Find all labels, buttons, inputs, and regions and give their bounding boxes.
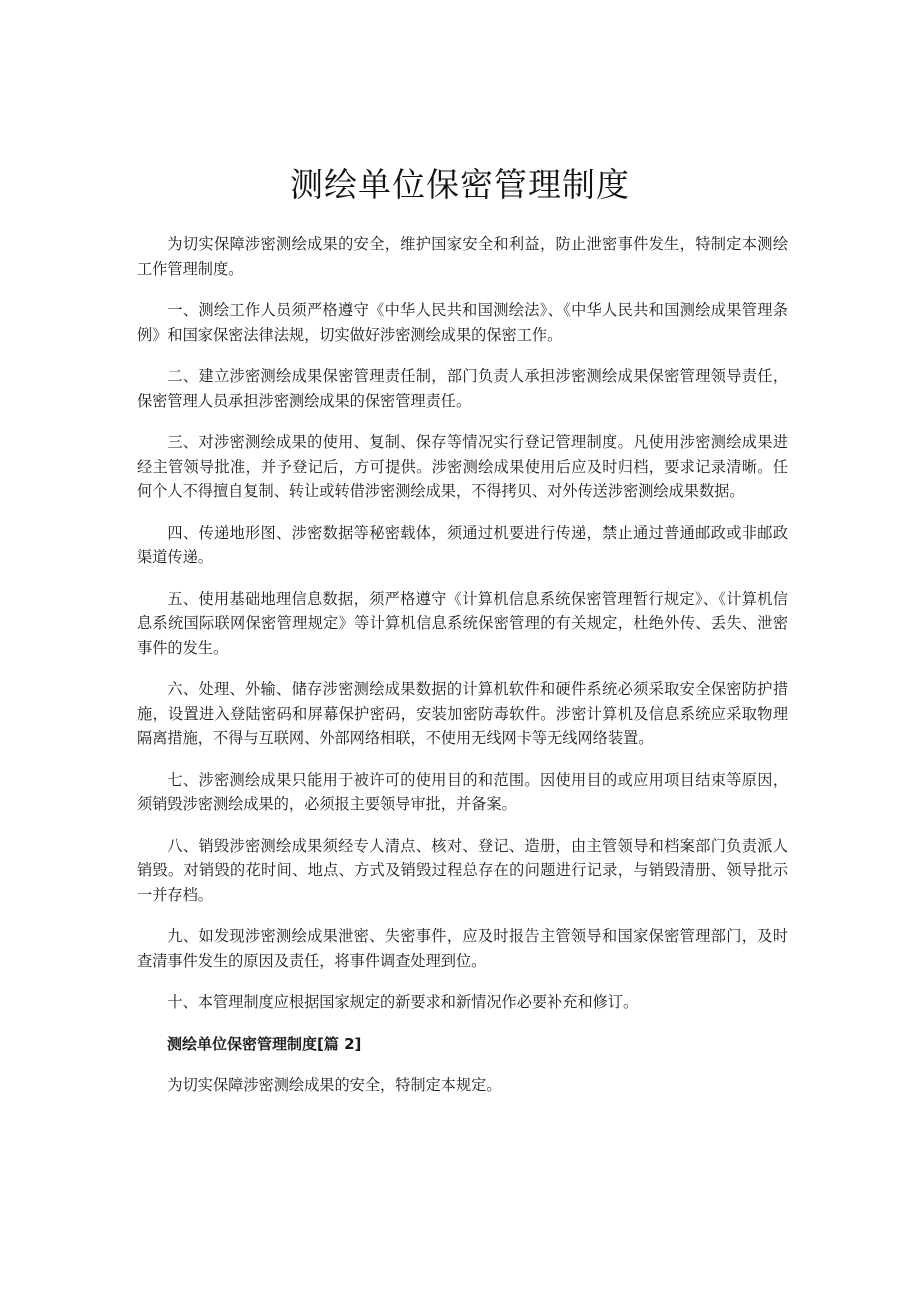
section-2-heading: 测绘单位保密管理制度[篇 2] xyxy=(167,1034,362,1053)
clause-2-paragraph: 二、建立涉密测绘成果保密管理责任制，部门负责人承担涉密测绘成果保密管理领导责任，保密管理人员承担涉密测绘成果的保密管理责任。 xyxy=(137,367,788,410)
clause-6-paragraph: 六、处理、外输、储存涉密测绘成果数据的计算机软件和硬件系统必须采取安全保密防护措施，设置进入登陆密码和屏幕保护密码，安装加密防毒软件。涉密计算机及信息系统应采取物理隔离措施，不得与互联网、外部网络相联，不使用无线网卡等无线网络装置。 xyxy=(137,680,788,747)
clause-1-paragraph: 一、测绘工作人员须严格遵守《中华人民共和国测绘法》、《中华人民共和国测绘成果管理条例》和国家保密法律法规，切实做好涉密测绘成果的保密工作。 xyxy=(137,301,788,344)
clause-8-paragraph: 八、销毁涉密测绘成果须经专人清点、核对、登记、造册，由主管领导和档案部门负责派人销毁。对销毁的花时间、地点、方式及销毁过程总存在的问题进行记录，与销毁清册、领导批示一并存档。 xyxy=(137,836,788,904)
intro-paragraph: 为切实保障涉密测绘成果的安全，维护国家安全和利益，防止泄密事件发生，特制定本测绘工作管理制度。 xyxy=(137,235,788,278)
clause-10-paragraph: 十、本管理制度应根据国家规定的新要求和新情况作必要补充和修订。 xyxy=(167,993,639,1011)
clause-5-paragraph: 五、使用基础地理信息数据，须严格遵守《计算机信息系统保密管理暂行规定》、《计算机信息系统国际联网保密管理规定》等计算机信息系统保密管理的有关规定，杜绝外传、丢失、泄密事件的发生。 xyxy=(137,589,788,657)
clause-9-paragraph: 九、如发现涉密测绘成果泄密、失密事件，应及时报告主管领导和国家保密管理部门，及时查清事件发生的原因及责任，将事件调查处理到位。 xyxy=(137,927,788,970)
section-2-intro-paragraph: 为切实保障涉密测绘成果的安全，特制定本规定。 xyxy=(167,1076,502,1094)
document-body xyxy=(137,232,788,1115)
document-title: 测绘单位保密管理制度 xyxy=(290,165,630,204)
clause-7-paragraph: 七、涉密测绘成果只能用于被许可的使用目的和范围。因使用目的或应用项目结束等原因，须销毁涉密测绘成果的，必须报主要领导审批，并备案。 xyxy=(137,770,788,813)
clause-4-paragraph: 四、传递地形图、涉密数据等秘密载体，须通过机要进行传递，禁止通过普通邮政或非邮政渠道传递。 xyxy=(137,523,788,566)
clause-3-paragraph: 三、对涉密测绘成果的使用、复制、保存等情况实行登记管理制度。凡使用涉密测绘成果进经主管领导批准，并予登记后，方可提供。涉密测绘成果使用后应及时归档，要求记录清晰。任何个人不得擅自复制、转让或转借涉密测绘成果，不得拷贝、对外传送涉密测绘成果数据。 xyxy=(137,433,788,500)
